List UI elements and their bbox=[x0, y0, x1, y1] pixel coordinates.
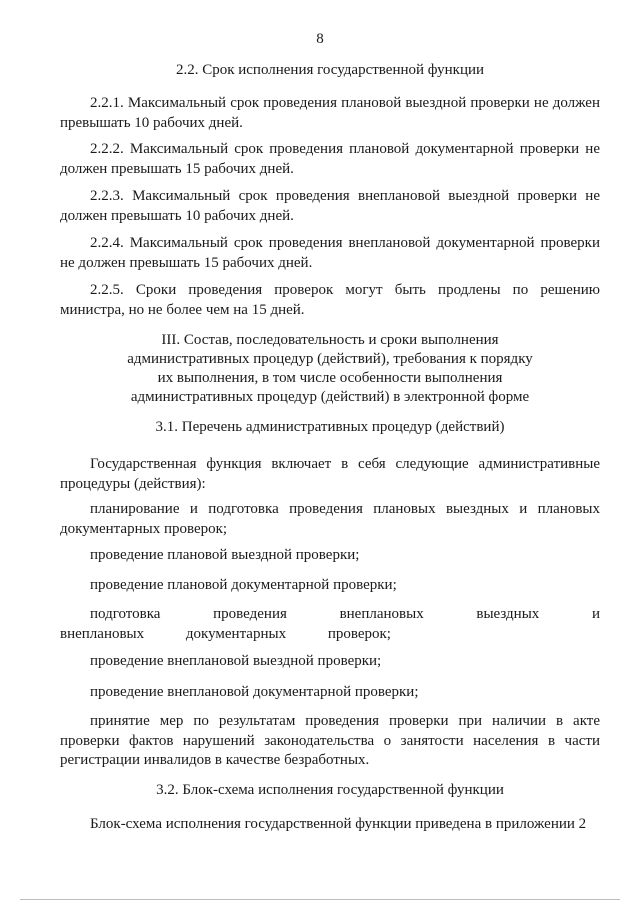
section-3-2-text: Блок-схема исполнения государственной функции приведена в приложении 2 bbox=[90, 816, 587, 832]
procedure-item: принятие мер по результатам проведения проверки при наличии в акте проверки фактов нарушений законодательства о занятости населения в части регистрации инвалидов в качестве безработных. bbox=[60, 713, 600, 768]
section-3-heading-line: административных процедур (действий) в электронной форме bbox=[130, 389, 530, 405]
item-2-2-5: 2.2.5. Сроки проведения проверок могут быть продлены по решению министра, но не более чем на 15 дней. bbox=[60, 282, 600, 318]
item-2-2-2: 2.2.2. Максимальный срок проведения плановой документарной проверки не должен превышать 15 рабочих дней. bbox=[60, 141, 600, 177]
section-3-1-heading: 3.1. Перечень административных процедур (действий) bbox=[155, 419, 505, 435]
section-3-2-heading: 3.2. Блок-схема исполнения государственной функции bbox=[156, 782, 504, 798]
procedure-item: проведение внеплановой документарной проверки; bbox=[90, 684, 419, 700]
section-3-heading-line: их выполнения, в том числе особенности выполнения bbox=[157, 370, 503, 386]
page-number: 8 bbox=[316, 31, 324, 47]
procedure-item: планирование и подготовка проведения плановых выездных и плановых документарных проверок; bbox=[60, 501, 600, 537]
section-3-heading-line: III. Состав, последовательность и сроки выполнения bbox=[161, 332, 499, 348]
section-3-1-intro: Государственная функция включает в себя следующие административные процедуры (действия): bbox=[60, 456, 600, 492]
section-2-2-heading: 2.2. Срок исполнения государственной функции bbox=[175, 62, 485, 78]
section-3-heading bbox=[60, 331, 600, 407]
item-2-2-1: 2.2.1. Максимальный срок проведения плановой выездной проверки не должен превышать 10 рабочих дней. bbox=[60, 95, 600, 131]
procedure-item: проведение плановой документарной проверки; bbox=[90, 577, 397, 593]
item-2-2-4: 2.2.4. Максимальный срок проведения внеплановой документарной проверки не должен превышать 15 рабочих дней. bbox=[60, 235, 600, 271]
procedure-item: подготовка проведения внеплановых выездных и внеплановых документарных проверок; bbox=[60, 606, 600, 642]
page-bottom-edge bbox=[20, 899, 620, 900]
procedure-item: проведение плановой выездной проверки; bbox=[90, 547, 360, 563]
section-3-heading-line: административных процедур (действий), требования к порядку bbox=[127, 351, 533, 367]
item-2-2-3: 2.2.3. Максимальный срок проведения внеплановой выездной проверки не должен превышать 10 рабочих дней. bbox=[60, 188, 600, 224]
procedure-item: проведение внеплановой выездной проверки; bbox=[90, 653, 382, 669]
